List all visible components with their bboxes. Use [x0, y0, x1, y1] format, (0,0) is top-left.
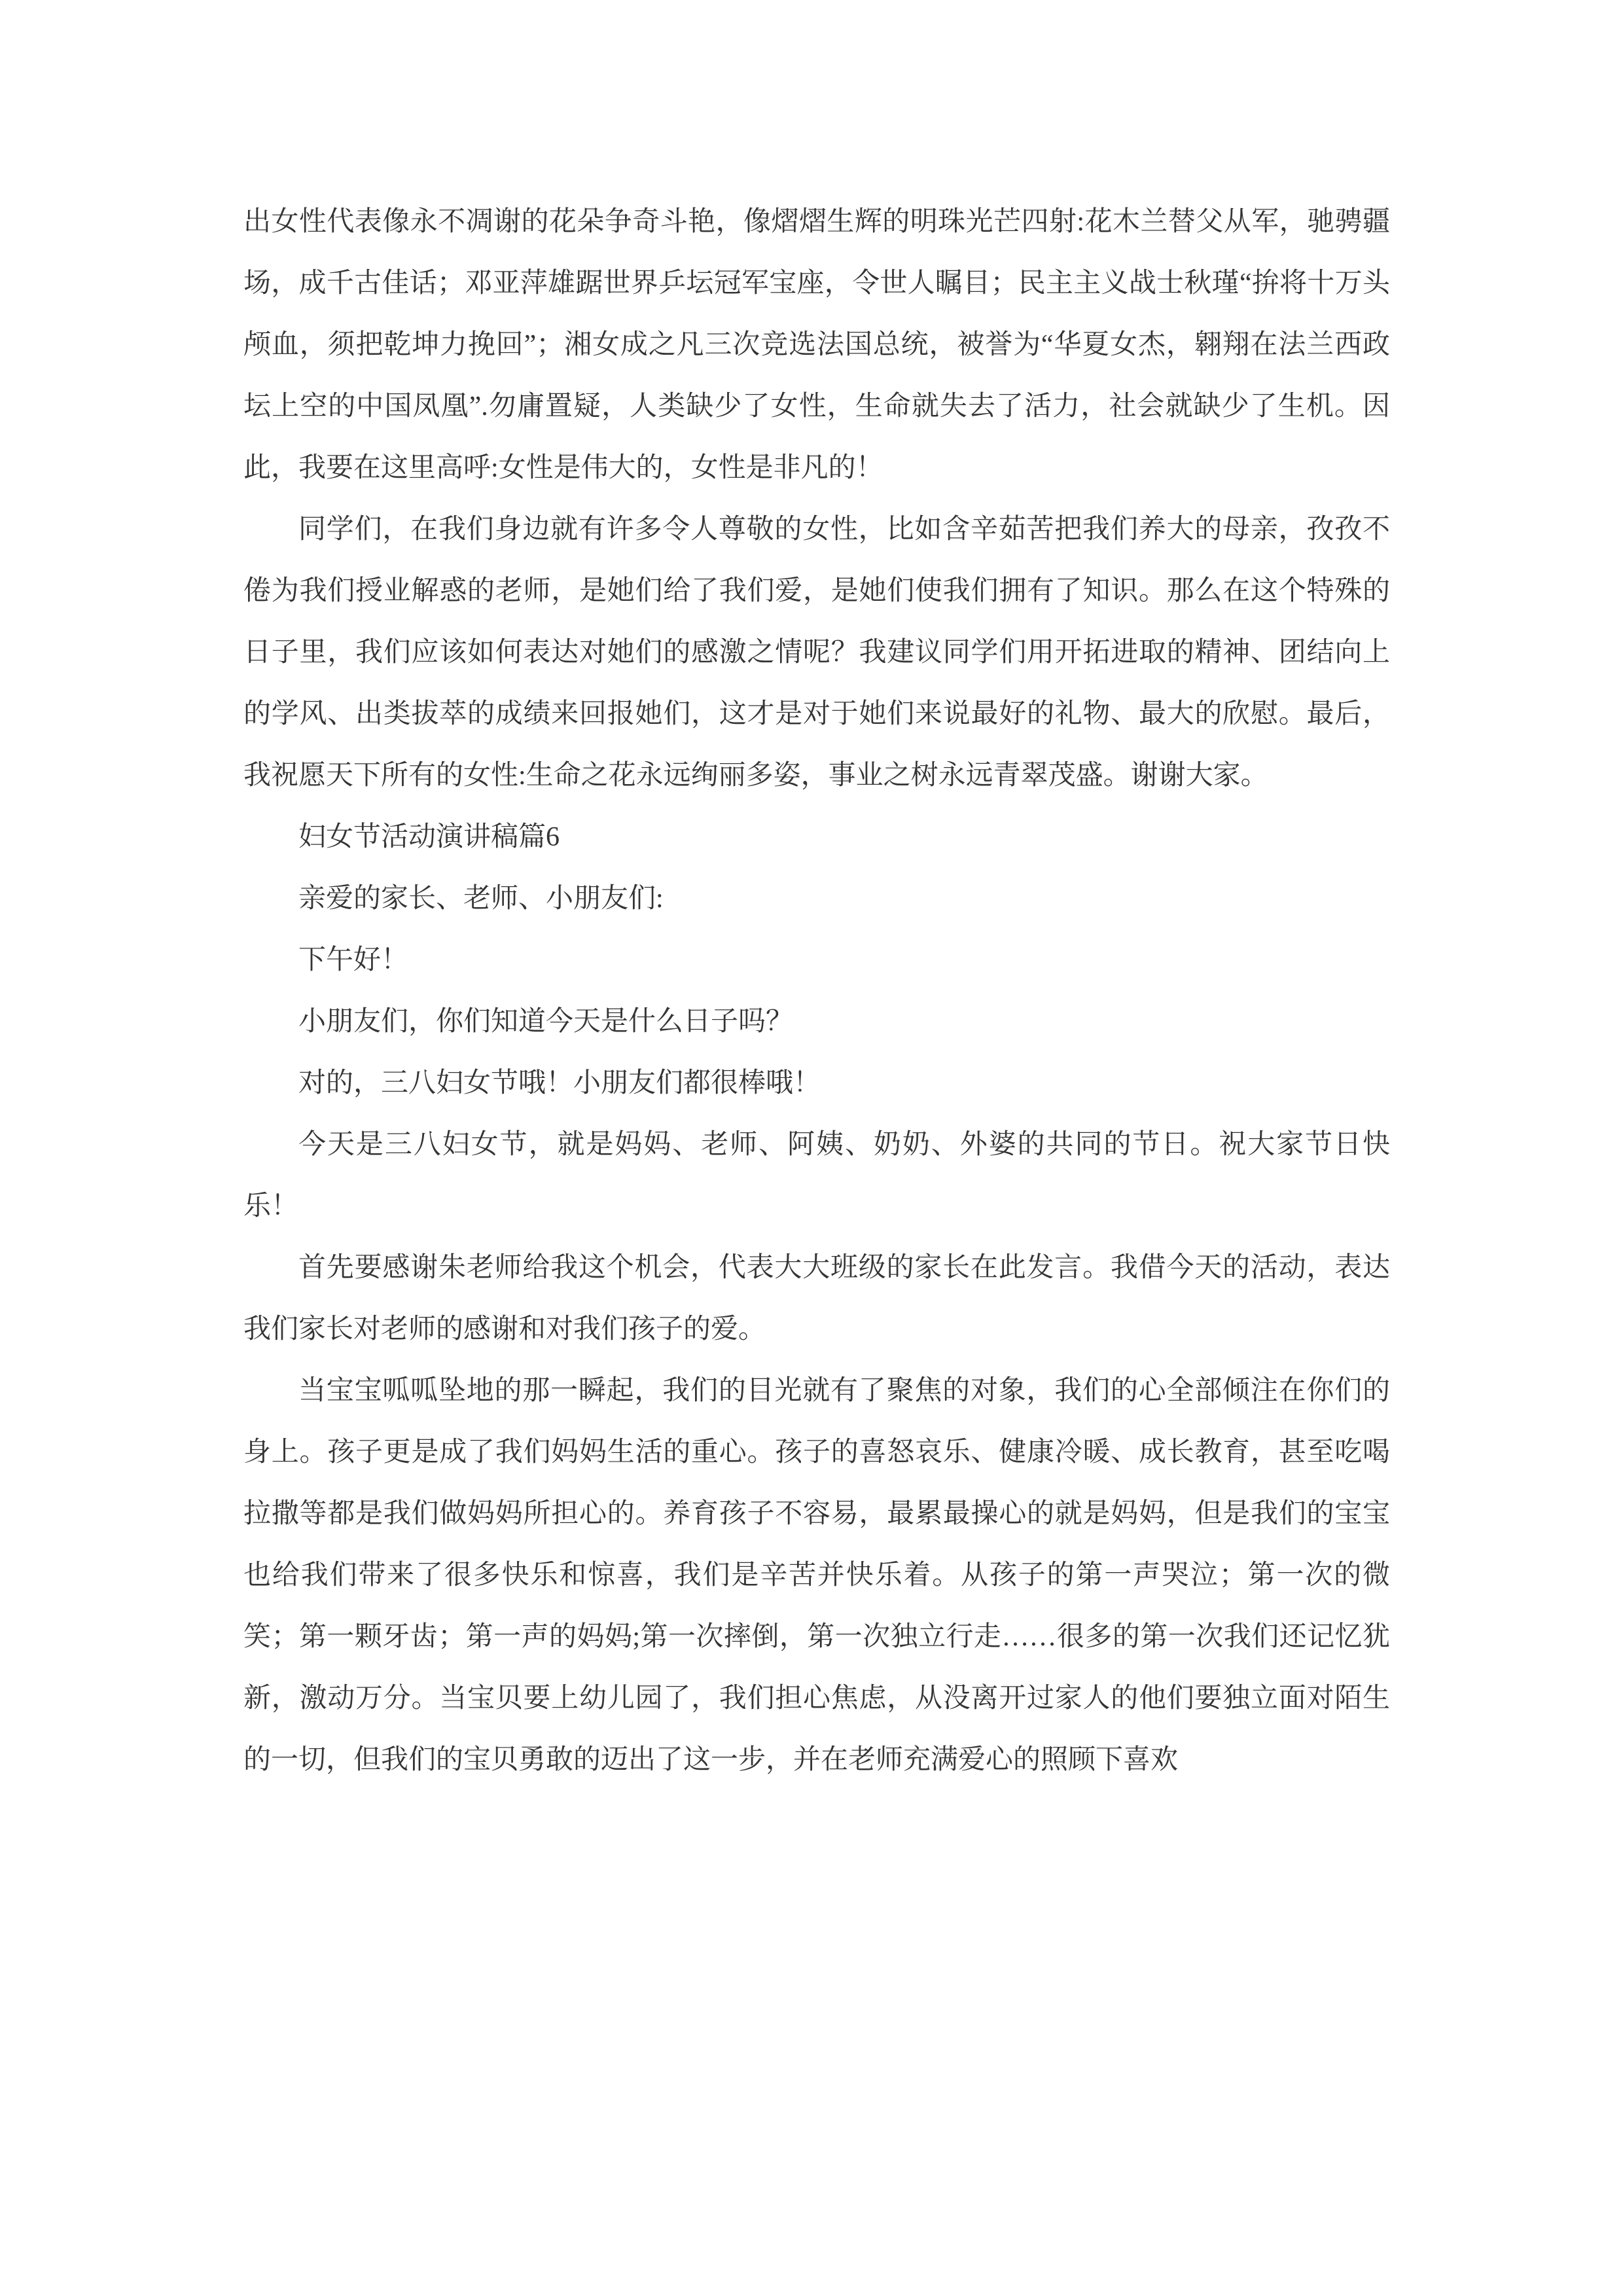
paragraph-continuation: 出女性代表像永不凋谢的花朵争奇斗艳，像熠熠生辉的明珠光芒四射:花木兰替父从军，驰骋疆场，成千古佳话；邓亚萍雄踞世界乒坛冠军宝座，令世人瞩目；民主主义战士秋瑾“拚将十万头颅血，须把乾坤力挽回”；湘女成之凡三次竞选法国总统，被誉为“华夏女杰，翱翔在法兰西政坛上空的中国凤凰”.勿庸置疑，人类缺少了女性，生命就失去了活力，社会就缺少了生机。因此，我要在这里高呼:女性是伟大的，女性是非凡的！: [243, 207, 1390, 483]
section-heading: 妇女节活动演讲稿篇6: [298, 822, 560, 852]
paragraph-salutation: 亲爱的家长、老师、小朋友们:: [298, 884, 664, 914]
paragraph: 下午好！: [298, 945, 409, 975]
paragraph: 对的，三八妇女节哦！小朋友们都很棒哦！: [298, 1068, 821, 1098]
paragraph: 小朋友们，你们知道今天是什么日子吗？: [298, 1007, 794, 1037]
document-content: [243, 191, 1390, 1791]
paragraph: 同学们，在我们身边就有许多令人尊敬的女性，比如含辛茹苦把我们养大的母亲，孜孜不倦为我们授业解惑的老师，是她们给了我们爱，是她们使我们拥有了知识。那么在这个特殊的日子里，我们应该如何表达对她们的感激之情呢？我建议同学们用开拓进取的精神、团结向上的学风、出类拔萃的成绩来回报她们，这才是对于她们来说最好的礼物、最大的欣慰。最后，我祝愿天下所有的女性:生命之花永远绚丽多姿，事业之树永远青翠茂盛。谢谢大家。: [243, 514, 1390, 791]
paragraph: 首先要感谢朱老师给我这个机会，代表大大班级的家长在此发言。我借今天的活动，表达我们家长对老师的感谢和对我们孩子的爱。: [243, 1253, 1390, 1344]
paragraph: 当宝宝呱呱坠地的那一瞬起，我们的目光就有了聚焦的对象，我们的心全部倾注在你们的身上。孩子更是成了我们妈妈生活的重心。孩子的喜怒哀乐、健康冷暖、成长教育，甚至吃喝拉撒等都是我们做妈妈所担心的。养育孩子不容易，最累最操心的就是妈妈，但是我们的宝宝也给我们带来了很多快乐和惊喜，我们是辛苦并快乐着。从孩子的第一声哭泣；第一次的微笑；第一颗牙齿；第一声的妈妈;第一次摔倒，第一次独立行走……很多的第一次我们还记忆犹新，激动万分。当宝贝要上幼儿园了，我们担心焦虑，从没离开过家人的他们要独立面对陌生的一切，但我们的宝贝勇敢的迈出了这一步，并在老师充满爱心的照顾下喜欢: [243, 1376, 1390, 1775]
paragraph: 今天是三八妇女节，就是妈妈、老师、阿姨、奶奶、外婆的共同的节日。祝大家节日快乐！: [243, 1130, 1390, 1221]
